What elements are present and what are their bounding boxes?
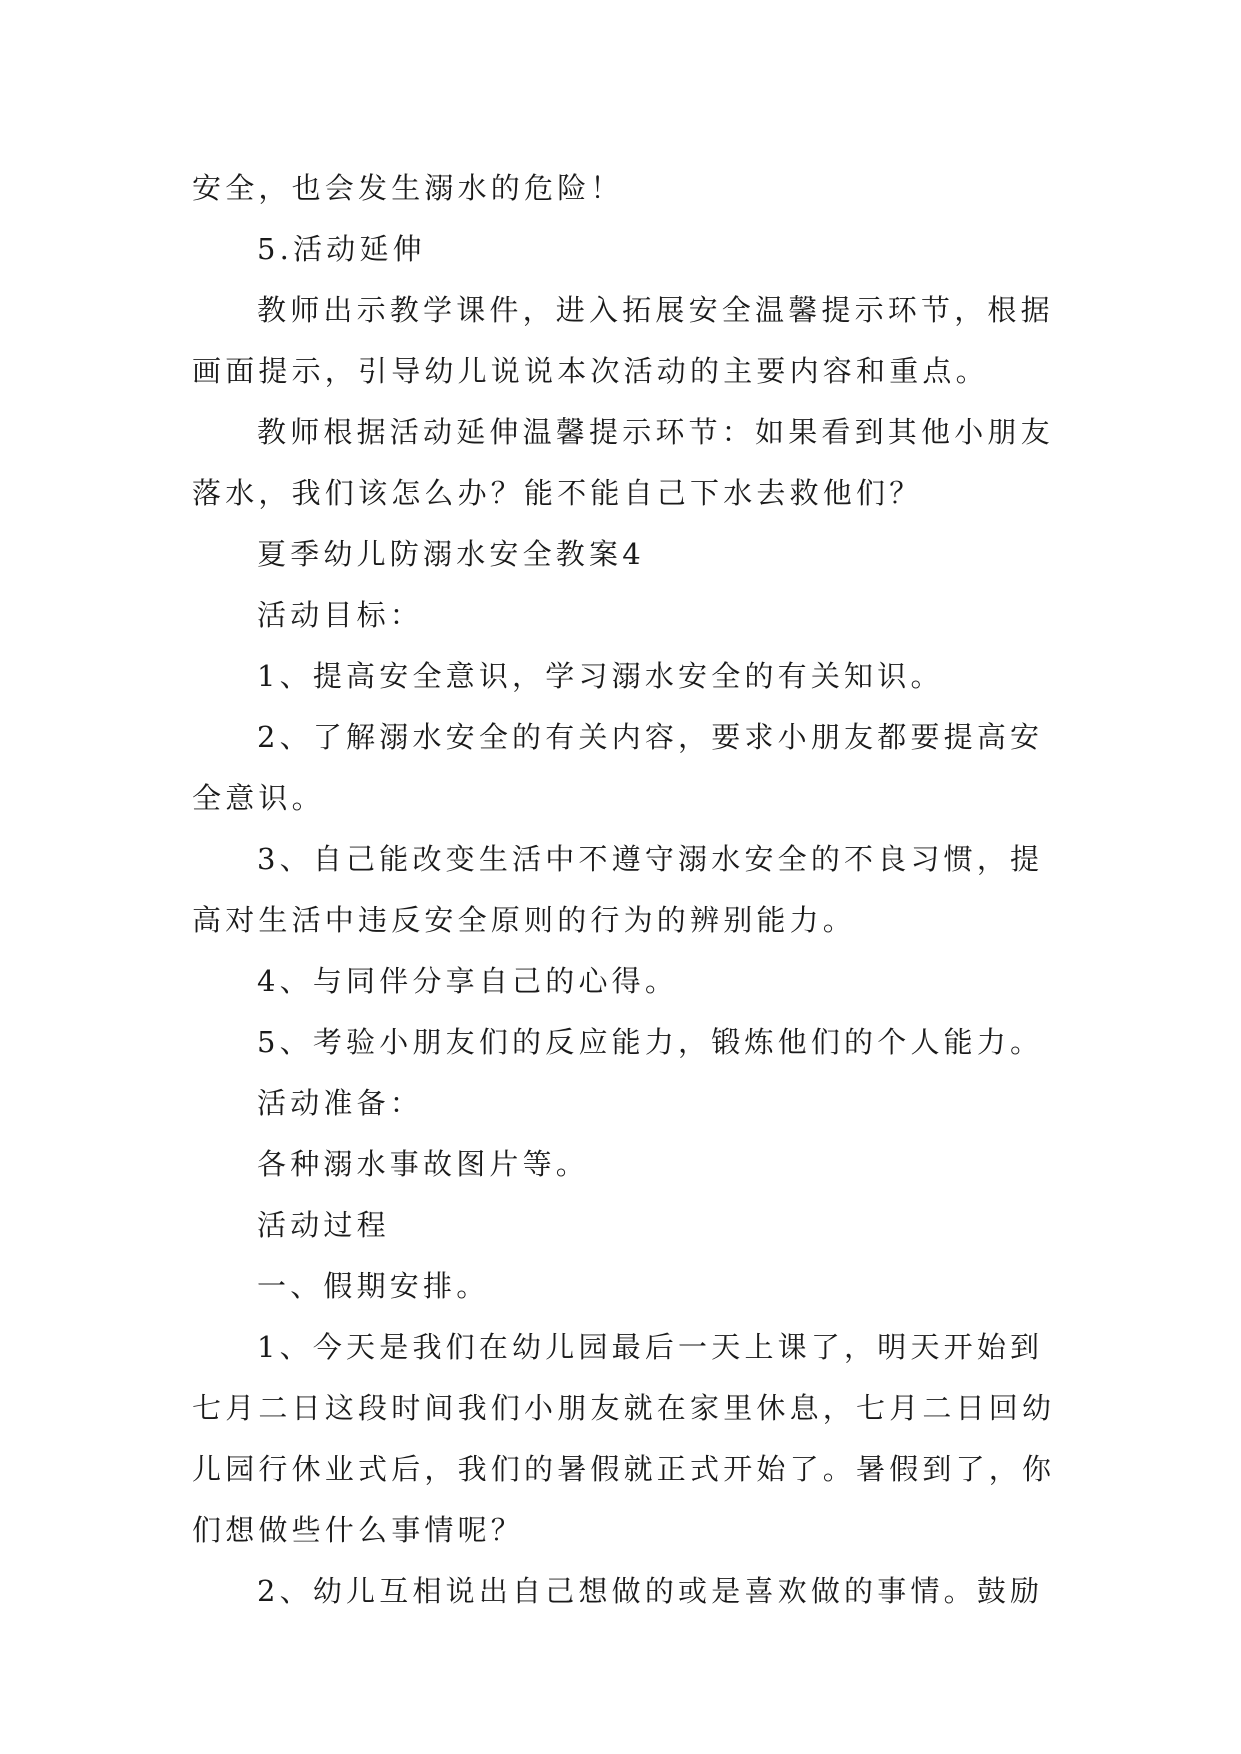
text-line: 1、提高安全意识，学习溺水安全的有关知识。 bbox=[257, 659, 944, 693]
text-line: 们想做些什么事情呢？ bbox=[192, 1513, 525, 1547]
text-line: 七月二日这段时间我们小朋友就在家里休息，七月二日回幼 bbox=[192, 1391, 1056, 1425]
text-line: 一、假期安排。 bbox=[257, 1269, 490, 1303]
text-line: 活动过程 bbox=[257, 1208, 390, 1242]
text-line: 教师根据活动延伸温馨提示环节：如果看到其他小朋友 bbox=[257, 415, 1054, 449]
text-line: 4、与同伴分享自己的心得。 bbox=[257, 964, 679, 998]
text-line: 儿园行休业式后，我们的暑假就正式开始了。暑假到了，你 bbox=[192, 1452, 1056, 1486]
text-line: 2、了解溺水安全的有关内容，要求小朋友都要提高安 bbox=[257, 720, 1044, 754]
text-line: 安全，也会发生溺水的危险！ bbox=[192, 171, 624, 205]
text-line: 全意识。 bbox=[192, 781, 325, 815]
text-line: 3、自己能改变生活中不遵守溺水安全的不良习惯，提 bbox=[257, 842, 1044, 876]
document-body bbox=[192, 158, 1054, 1622]
text-line: 高对生活中违反安全原则的行为的辨别能力。 bbox=[192, 903, 857, 937]
text-line: 活动准备： bbox=[257, 1086, 424, 1120]
text-line: 落水，我们该怎么办？能不能自己下水去救他们？ bbox=[192, 476, 923, 510]
text-line: 5.活动延伸 bbox=[257, 232, 426, 266]
text-line: 画面提示，引导幼儿说说本次活动的主要内容和重点。 bbox=[192, 354, 989, 388]
text-line: 教师出示教学课件，进入拓展安全温馨提示环节，根据 bbox=[257, 293, 1054, 327]
text-line: 各种溺水事故图片等。 bbox=[257, 1147, 590, 1181]
text-line: 活动目标： bbox=[257, 598, 424, 632]
text-line: 2、幼儿互相说出自己想做的或是喜欢做的事情。鼓励 bbox=[257, 1574, 1044, 1608]
text-line: 1、今天是我们在幼儿园最后一天上课了，明天开始到 bbox=[257, 1330, 1044, 1364]
text-line: 5、考验小朋友们的反应能力，锻炼他们的个人能力。 bbox=[257, 1025, 1044, 1059]
text-line: 夏季幼儿防溺水安全教案4 bbox=[257, 537, 645, 571]
